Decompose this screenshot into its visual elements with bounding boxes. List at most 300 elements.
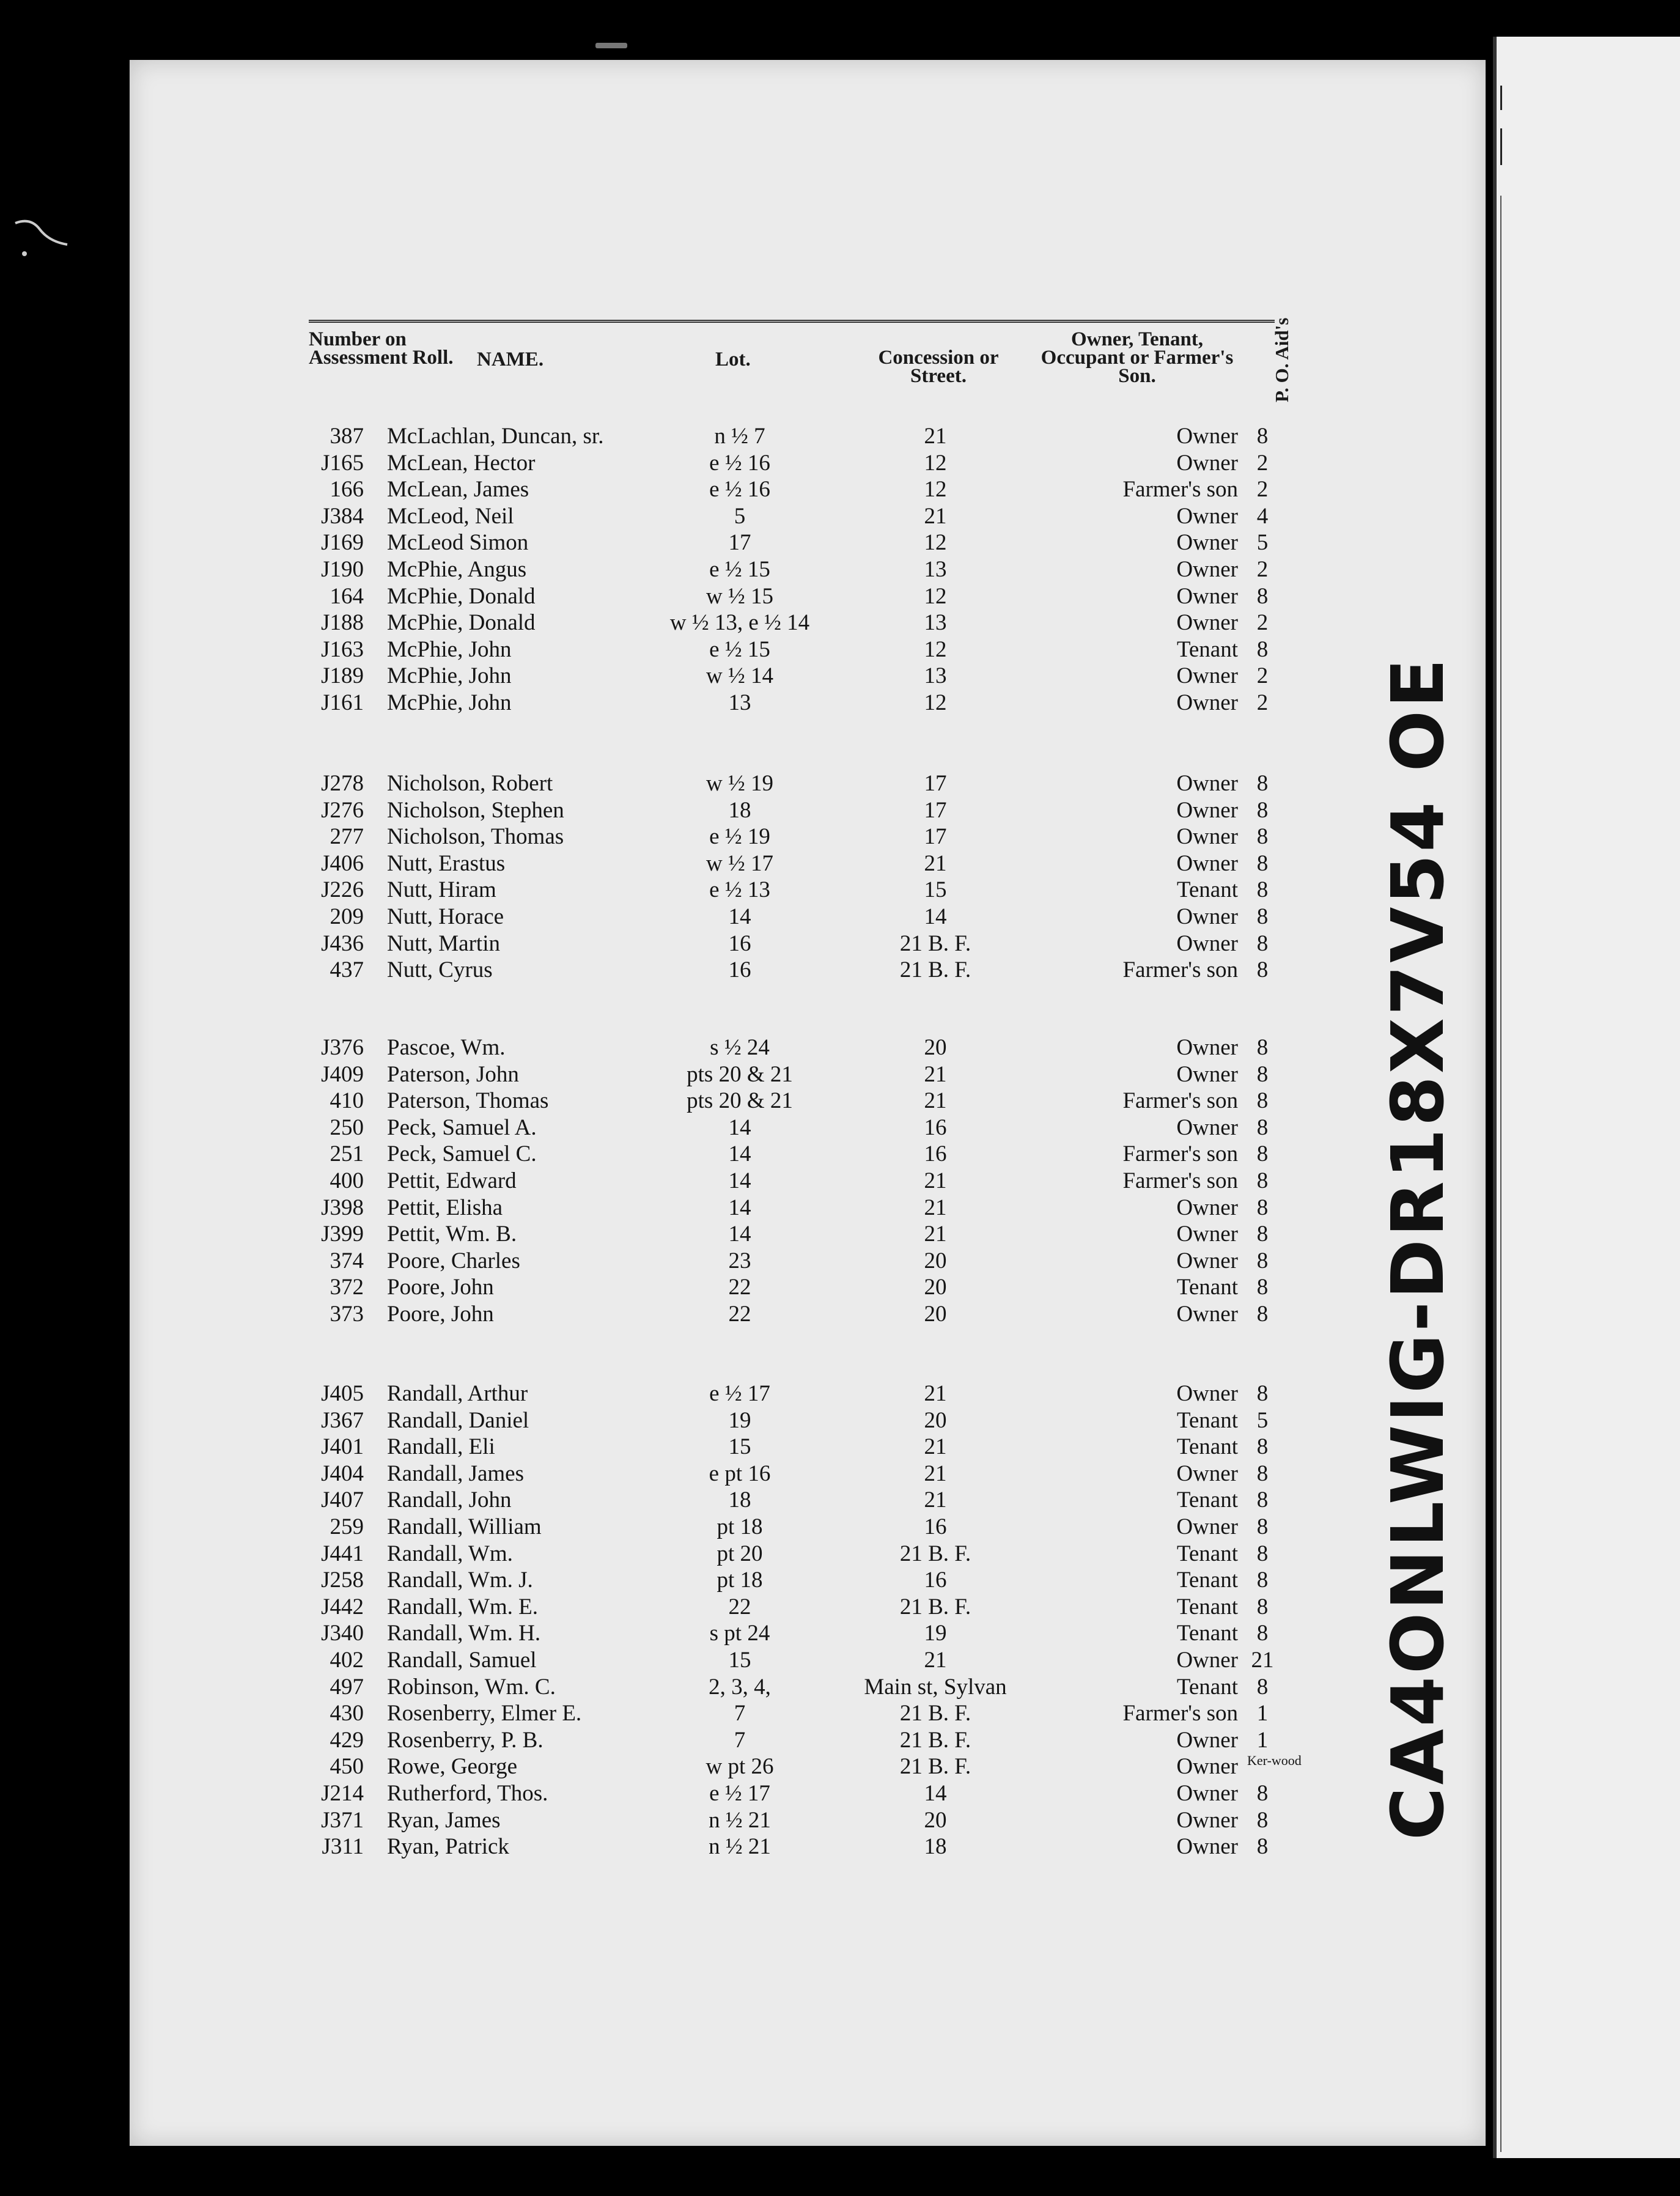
header-roll: Number on Assessment Roll. bbox=[309, 328, 454, 369]
lot-cell: 16 bbox=[728, 930, 751, 956]
roll-number: 166 bbox=[330, 477, 364, 503]
roll-number: 250 bbox=[330, 1115, 364, 1140]
status-cell: Owner bbox=[1176, 690, 1238, 715]
po-cell: 8 bbox=[1256, 877, 1269, 903]
roll-number: 372 bbox=[330, 1275, 364, 1300]
name-cell: Randall, Daniel bbox=[387, 1407, 529, 1433]
po-cell: 8 bbox=[1256, 1381, 1269, 1406]
status-cell: Owner bbox=[1176, 1381, 1238, 1406]
roll-number: 410 bbox=[330, 1088, 364, 1114]
status-cell: Owner bbox=[1176, 610, 1238, 636]
lot-cell: n ½ 7 bbox=[714, 424, 765, 449]
name-cell: Nicholson, Thomas bbox=[387, 824, 564, 850]
roll-number: J165 bbox=[321, 450, 364, 476]
concession-cell: 13 bbox=[924, 610, 947, 636]
concession-cell: 20 bbox=[924, 1248, 947, 1273]
concession-cell: 21 B. F. bbox=[899, 1541, 971, 1566]
roll-number: 497 bbox=[330, 1674, 364, 1700]
edge-dash bbox=[1500, 128, 1502, 165]
roll-number: 430 bbox=[330, 1701, 364, 1726]
name-cell: Randall, Wm. H. bbox=[387, 1621, 541, 1646]
po-cell: 2 bbox=[1256, 450, 1269, 476]
name-cell: Nutt, Cyrus bbox=[387, 957, 493, 983]
concession-cell: 20 bbox=[924, 1035, 947, 1060]
header-name: NAME. bbox=[477, 348, 544, 370]
roll-number: J409 bbox=[321, 1061, 364, 1087]
concession-cell: 21 bbox=[924, 1061, 947, 1087]
name-cell: Poore, John bbox=[387, 1275, 494, 1300]
lot-cell: 14 bbox=[728, 1115, 751, 1140]
po-cell: 8 bbox=[1256, 1621, 1269, 1646]
po-cell: 8 bbox=[1256, 1514, 1269, 1539]
status-cell: Tenant bbox=[1176, 636, 1238, 662]
concession-cell: 21 bbox=[924, 1434, 947, 1460]
name-cell: McPhie, John bbox=[387, 690, 512, 715]
lot-cell: 14 bbox=[728, 1141, 751, 1167]
po-cell: 5 bbox=[1256, 1407, 1269, 1433]
name-cell: Randall, Arthur bbox=[387, 1381, 528, 1406]
roll-number: J340 bbox=[321, 1621, 364, 1646]
roll-number: J163 bbox=[321, 636, 364, 662]
lot-cell: e ½ 17 bbox=[709, 1781, 770, 1806]
lot-cell: w ½ 19 bbox=[706, 771, 773, 796]
concession-cell: 21 B. F. bbox=[899, 1727, 971, 1753]
name-cell: Randall, Wm. J. bbox=[387, 1568, 533, 1593]
lot-cell: 22 bbox=[728, 1302, 751, 1327]
po-cell: 8 bbox=[1256, 1221, 1269, 1247]
status-cell: Tenant bbox=[1176, 1434, 1238, 1460]
status-cell: Owner bbox=[1176, 530, 1238, 556]
name-cell: Pettit, Wm. B. bbox=[387, 1221, 517, 1247]
concession-cell: 21 bbox=[924, 1221, 947, 1247]
lot-cell: e ½ 15 bbox=[709, 636, 770, 662]
lot-cell: 22 bbox=[728, 1594, 751, 1619]
handwritten-microfilm-id: CA4ONLWIG-DR18X7V54 OE bbox=[1376, 656, 1460, 1840]
name-cell: Ryan, Patrick bbox=[387, 1834, 509, 1860]
name-cell: Randall, James bbox=[387, 1461, 525, 1486]
concession-cell: 20 bbox=[924, 1807, 947, 1833]
concession-cell: 12 bbox=[924, 450, 947, 476]
lot-cell: w ½ 14 bbox=[706, 663, 773, 689]
concession-cell: 21 B. F. bbox=[899, 930, 971, 956]
name-cell: Rowe, George bbox=[387, 1754, 518, 1780]
po-cell: 8 bbox=[1256, 1807, 1269, 1833]
status-cell: Farmer's son bbox=[1122, 1141, 1238, 1167]
roll-number: J399 bbox=[321, 1221, 364, 1247]
name-cell: Pettit, Elisha bbox=[387, 1195, 503, 1220]
status-cell: Tenant bbox=[1176, 1621, 1238, 1646]
status-cell: Owner bbox=[1176, 1754, 1238, 1780]
roll-number: 437 bbox=[330, 957, 364, 983]
status-cell: Tenant bbox=[1176, 1275, 1238, 1300]
name-cell: McPhie, Angus bbox=[387, 557, 527, 582]
name-cell: Randall, William bbox=[387, 1514, 542, 1539]
lot-cell: 15 bbox=[728, 1434, 751, 1460]
roll-number: J371 bbox=[321, 1807, 364, 1833]
lot-cell: e ½ 16 bbox=[709, 450, 770, 476]
name-cell: Pascoe, Wm. bbox=[387, 1035, 506, 1060]
status-cell: Tenant bbox=[1176, 1541, 1238, 1566]
roll-number: J398 bbox=[321, 1195, 364, 1220]
po-cell: 8 bbox=[1256, 636, 1269, 662]
status-cell: Owner bbox=[1176, 1727, 1238, 1753]
po-cell: 2 bbox=[1256, 557, 1269, 582]
concession-cell: 21 B. F. bbox=[899, 1701, 971, 1726]
concession-cell: 16 bbox=[924, 1568, 947, 1593]
concession-cell: 17 bbox=[924, 771, 947, 796]
lot-cell: 14 bbox=[728, 904, 751, 929]
roll-number: 374 bbox=[330, 1248, 364, 1273]
status-cell: Owner bbox=[1176, 1648, 1238, 1673]
name-cell: McLean, James bbox=[387, 477, 529, 503]
lot-cell: 14 bbox=[728, 1168, 751, 1193]
status-cell: Tenant bbox=[1176, 1594, 1238, 1619]
roll-number: J376 bbox=[321, 1035, 364, 1060]
roll-number: J384 bbox=[321, 503, 364, 529]
concession-cell: 20 bbox=[924, 1275, 947, 1300]
name-cell: Randall, Samuel bbox=[387, 1648, 537, 1673]
name-cell: Poore, Charles bbox=[387, 1248, 520, 1273]
po-cell: 8 bbox=[1256, 1302, 1269, 1327]
lot-cell: e pt 16 bbox=[709, 1461, 771, 1486]
status-cell: Owner bbox=[1176, 424, 1238, 449]
roll-number: J214 bbox=[321, 1781, 364, 1806]
roll-number: 450 bbox=[330, 1754, 364, 1780]
po-cell: 8 bbox=[1256, 824, 1269, 850]
roll-number: J442 bbox=[321, 1594, 364, 1619]
roll-number: J405 bbox=[321, 1381, 364, 1406]
roll-number: J161 bbox=[321, 690, 364, 715]
lot-cell: pt 18 bbox=[717, 1568, 763, 1593]
lot-cell: s pt 24 bbox=[709, 1621, 770, 1646]
status-cell: Farmer's son bbox=[1122, 477, 1238, 503]
concession-cell: 12 bbox=[924, 583, 947, 609]
lot-cell: 18 bbox=[728, 1487, 751, 1513]
roll-number: J406 bbox=[321, 850, 364, 876]
roll-number: 251 bbox=[330, 1141, 364, 1167]
po-cell: Ker-wood bbox=[1247, 1753, 1302, 1769]
concession-cell: 19 bbox=[924, 1621, 947, 1646]
roll-number: J441 bbox=[321, 1541, 364, 1566]
status-cell: Farmer's son bbox=[1122, 1088, 1238, 1114]
concession-cell: 14 bbox=[924, 1781, 947, 1806]
lot-cell: 7 bbox=[734, 1727, 746, 1753]
status-cell: Owner bbox=[1176, 1115, 1238, 1140]
status-cell: Owner bbox=[1176, 930, 1238, 956]
status-cell: Tenant bbox=[1176, 877, 1238, 903]
status-cell: Owner bbox=[1176, 904, 1238, 929]
name-cell: Paterson, Thomas bbox=[387, 1088, 549, 1114]
name-cell: McLeod, Neil bbox=[387, 503, 514, 529]
po-cell: 8 bbox=[1256, 1035, 1269, 1060]
po-cell: 8 bbox=[1256, 583, 1269, 609]
lot-cell: 14 bbox=[728, 1221, 751, 1247]
scan-edge-mark bbox=[595, 43, 627, 48]
po-cell: 8 bbox=[1256, 904, 1269, 929]
lot-cell: 15 bbox=[728, 1648, 751, 1673]
lot-cell: s ½ 24 bbox=[710, 1035, 770, 1060]
roll-number: 209 bbox=[330, 904, 364, 929]
lot-cell: n ½ 21 bbox=[709, 1834, 771, 1860]
status-cell: Owner bbox=[1176, 583, 1238, 609]
name-cell: Rosenberry, P. B. bbox=[387, 1727, 543, 1753]
po-cell: 8 bbox=[1256, 1088, 1269, 1114]
lot-cell: w ½ 13, e ½ 14 bbox=[669, 610, 810, 636]
roll-number: 402 bbox=[330, 1648, 364, 1673]
concession-cell: 21 bbox=[924, 1195, 947, 1220]
lot-cell: 7 bbox=[734, 1701, 746, 1726]
lot-cell: w pt 26 bbox=[706, 1754, 774, 1780]
adjacent-page-strip bbox=[1493, 37, 1680, 2158]
name-cell: Nicholson, Stephen bbox=[387, 797, 564, 823]
concession-cell: 20 bbox=[924, 1407, 947, 1433]
po-cell: 2 bbox=[1256, 690, 1269, 715]
po-cell: 8 bbox=[1256, 1115, 1269, 1140]
status-cell: Farmer's son bbox=[1122, 1701, 1238, 1726]
lot-cell: n ½ 21 bbox=[709, 1807, 771, 1833]
po-cell: 8 bbox=[1256, 1248, 1269, 1273]
concession-cell: 15 bbox=[924, 877, 947, 903]
lot-cell: e ½ 19 bbox=[709, 824, 770, 850]
status-cell: Owner bbox=[1176, 1781, 1238, 1806]
po-cell: 8 bbox=[1256, 850, 1269, 876]
name-cell: Nutt, Martin bbox=[387, 930, 500, 956]
po-cell: 8 bbox=[1256, 1061, 1269, 1087]
status-cell: Owner bbox=[1176, 1461, 1238, 1486]
header-concession: Concession or Street. bbox=[878, 347, 999, 387]
status-cell: Owner bbox=[1176, 1514, 1238, 1539]
po-cell: 8 bbox=[1256, 797, 1269, 823]
header-lot: Lot. bbox=[715, 348, 751, 370]
roll-number: J190 bbox=[321, 557, 364, 582]
scan-speck-mark bbox=[12, 217, 79, 263]
po-cell: 8 bbox=[1256, 1487, 1269, 1513]
roll-number: 387 bbox=[330, 424, 364, 449]
roll-number: J276 bbox=[321, 797, 364, 823]
po-cell: 8 bbox=[1256, 1141, 1269, 1167]
lot-cell: pts 20 & 21 bbox=[687, 1088, 793, 1114]
lot-cell: w ½ 15 bbox=[706, 583, 773, 609]
po-cell: 8 bbox=[1256, 1834, 1269, 1860]
name-cell: Randall, Wm. bbox=[387, 1541, 513, 1566]
po-cell: 8 bbox=[1256, 930, 1269, 956]
po-cell: 1 bbox=[1256, 1701, 1269, 1726]
name-cell: Randall, Eli bbox=[387, 1434, 495, 1460]
po-cell: 5 bbox=[1256, 530, 1269, 556]
concession-cell: 21 bbox=[924, 1648, 947, 1673]
concession-cell: 14 bbox=[924, 904, 947, 929]
status-cell: Owner bbox=[1176, 1807, 1238, 1833]
status-cell: Owner bbox=[1176, 797, 1238, 823]
roll-number: 259 bbox=[330, 1514, 364, 1539]
status-cell: Owner bbox=[1176, 1302, 1238, 1327]
name-cell: Nicholson, Robert bbox=[387, 771, 553, 796]
concession-cell: 20 bbox=[924, 1302, 947, 1327]
concession-cell: 21 B. F. bbox=[899, 1754, 971, 1780]
edge-line bbox=[1500, 196, 1501, 2152]
po-cell: 8 bbox=[1256, 1781, 1269, 1806]
po-cell: 1 bbox=[1256, 1727, 1269, 1753]
roll-number: J169 bbox=[321, 530, 364, 556]
status-cell: Owner bbox=[1176, 663, 1238, 689]
roll-number: J278 bbox=[321, 771, 364, 796]
po-cell: 4 bbox=[1256, 503, 1269, 529]
name-cell: Nutt, Erastus bbox=[387, 850, 506, 876]
status-cell: Owner bbox=[1176, 1248, 1238, 1273]
status-cell: Owner bbox=[1176, 771, 1238, 796]
lot-cell: pt 18 bbox=[717, 1514, 763, 1539]
concession-cell: 12 bbox=[924, 477, 947, 503]
lot-cell: 16 bbox=[728, 957, 751, 983]
lot-cell: w ½ 17 bbox=[706, 850, 773, 876]
lot-cell: e ½ 16 bbox=[709, 477, 770, 503]
po-cell: 8 bbox=[1256, 1568, 1269, 1593]
roll-number: J311 bbox=[322, 1834, 364, 1860]
po-cell: 2 bbox=[1256, 477, 1269, 503]
name-cell: Rutherford, Thos. bbox=[387, 1781, 548, 1806]
status-cell: Owner bbox=[1176, 503, 1238, 529]
lot-cell: e ½ 17 bbox=[709, 1381, 770, 1406]
roll-number: J226 bbox=[321, 877, 364, 903]
lot-cell: 17 bbox=[728, 530, 751, 556]
status-cell: Owner bbox=[1176, 450, 1238, 476]
concession-cell: 21 B. F. bbox=[899, 957, 971, 983]
concession-cell: 13 bbox=[924, 663, 947, 689]
roll-number: J404 bbox=[321, 1461, 364, 1486]
concession-cell: 21 bbox=[924, 1168, 947, 1193]
po-cell: 8 bbox=[1256, 424, 1269, 449]
name-cell: McPhie, Donald bbox=[387, 610, 536, 636]
po-cell: 2 bbox=[1256, 663, 1269, 689]
name-cell: McLean, Hector bbox=[387, 450, 536, 476]
lot-cell: 14 bbox=[728, 1195, 751, 1220]
concession-cell: 13 bbox=[924, 557, 947, 582]
concession-cell: 21 bbox=[924, 1487, 947, 1513]
concession-cell: 12 bbox=[924, 636, 947, 662]
register-page bbox=[130, 60, 1486, 2146]
status-cell: Owner bbox=[1176, 850, 1238, 876]
status-cell: Tenant bbox=[1176, 1674, 1238, 1700]
lot-cell: e ½ 15 bbox=[709, 557, 770, 582]
roll-number: 429 bbox=[330, 1727, 364, 1753]
status-cell: Tenant bbox=[1176, 1407, 1238, 1433]
lot-cell: 2, 3, 4, bbox=[709, 1674, 771, 1700]
po-cell: 8 bbox=[1256, 1434, 1269, 1460]
header-rule bbox=[309, 320, 1275, 323]
status-cell: Owner bbox=[1176, 1035, 1238, 1060]
lot-cell: 13 bbox=[728, 690, 751, 715]
concession-cell: 18 bbox=[924, 1834, 947, 1860]
name-cell: McLachlan, Duncan, sr. bbox=[387, 424, 604, 449]
name-cell: Poore, John bbox=[387, 1302, 494, 1327]
status-cell: Owner bbox=[1176, 1221, 1238, 1247]
status-cell: Owner bbox=[1176, 824, 1238, 850]
name-cell: Randall, John bbox=[387, 1487, 512, 1513]
roll-number: J189 bbox=[321, 663, 364, 689]
lot-cell: 23 bbox=[728, 1248, 751, 1273]
roll-number: J258 bbox=[321, 1568, 364, 1593]
roll-number: 277 bbox=[330, 824, 364, 850]
concession-cell: 16 bbox=[924, 1514, 947, 1539]
po-cell: 21 bbox=[1251, 1648, 1274, 1673]
header-owner-status: Owner, Tenant, Occupant or Farmer's Son. bbox=[1041, 328, 1234, 387]
po-cell: 8 bbox=[1256, 1541, 1269, 1566]
roll-number: 400 bbox=[330, 1168, 364, 1193]
name-cell: Peck, Samuel A. bbox=[387, 1115, 537, 1140]
name-cell: Robinson, Wm. C. bbox=[387, 1674, 556, 1700]
po-cell: 8 bbox=[1256, 957, 1269, 983]
header-po: P. O. Aid's bbox=[1271, 317, 1292, 402]
concession-cell: Main st, Sylvan bbox=[864, 1674, 1007, 1700]
po-cell: 8 bbox=[1256, 1594, 1269, 1619]
lot-cell: 5 bbox=[734, 503, 746, 529]
status-cell: Tenant bbox=[1176, 1568, 1238, 1593]
status-cell: Owner bbox=[1176, 1195, 1238, 1220]
po-cell: 8 bbox=[1256, 1168, 1269, 1193]
roll-number: 373 bbox=[330, 1302, 364, 1327]
concession-cell: 21 bbox=[924, 424, 947, 449]
concession-cell: 12 bbox=[924, 530, 947, 556]
status-cell: Farmer's son bbox=[1122, 957, 1238, 983]
concession-cell: 21 bbox=[924, 850, 947, 876]
status-cell: Tenant bbox=[1176, 1487, 1238, 1513]
lot-cell: e ½ 13 bbox=[709, 877, 770, 903]
name-cell: Pettit, Edward bbox=[387, 1168, 517, 1193]
po-cell: 2 bbox=[1256, 610, 1269, 636]
po-cell: 8 bbox=[1256, 1275, 1269, 1300]
lot-cell: 22 bbox=[728, 1275, 751, 1300]
roll-number: J367 bbox=[321, 1407, 364, 1433]
status-cell: Owner bbox=[1176, 1061, 1238, 1087]
lot-cell: pt 20 bbox=[717, 1541, 763, 1566]
name-cell: Nutt, Hiram bbox=[387, 877, 496, 903]
concession-cell: 21 bbox=[924, 503, 947, 529]
po-cell: 8 bbox=[1256, 1674, 1269, 1700]
concession-cell: 21 bbox=[924, 1461, 947, 1486]
name-cell: McPhie, John bbox=[387, 636, 512, 662]
po-cell: 8 bbox=[1256, 1461, 1269, 1486]
concession-cell: 16 bbox=[924, 1141, 947, 1167]
name-cell: Peck, Samuel C. bbox=[387, 1141, 537, 1167]
roll-number: J407 bbox=[321, 1487, 364, 1513]
concession-cell: 17 bbox=[924, 797, 947, 823]
po-cell: 8 bbox=[1256, 1195, 1269, 1220]
lot-cell: 18 bbox=[728, 797, 751, 823]
concession-cell: 16 bbox=[924, 1115, 947, 1140]
name-cell: Paterson, John bbox=[387, 1061, 519, 1087]
concession-cell: 21 bbox=[924, 1381, 947, 1406]
name-cell: Randall, Wm. E. bbox=[387, 1594, 538, 1619]
lot-cell: pts 20 & 21 bbox=[687, 1061, 793, 1087]
edge-dash bbox=[1500, 86, 1502, 110]
roll-number: 164 bbox=[330, 583, 364, 609]
po-cell: 8 bbox=[1256, 771, 1269, 796]
status-cell: Owner bbox=[1176, 557, 1238, 582]
concession-cell: 17 bbox=[924, 824, 947, 850]
name-cell: Ryan, James bbox=[387, 1807, 501, 1833]
name-cell: Nutt, Horace bbox=[387, 904, 504, 929]
status-cell: Owner bbox=[1176, 1834, 1238, 1860]
roll-number: J401 bbox=[321, 1434, 364, 1460]
name-cell: Rosenberry, Elmer E. bbox=[387, 1701, 582, 1726]
roll-number: J188 bbox=[321, 610, 364, 636]
name-cell: McLeod Simon bbox=[387, 530, 529, 556]
concession-cell: 21 bbox=[924, 1088, 947, 1114]
name-cell: McPhie, John bbox=[387, 663, 512, 689]
lot-cell: 19 bbox=[728, 1407, 751, 1433]
name-cell: McPhie, Donald bbox=[387, 583, 536, 609]
roll-number: J436 bbox=[321, 930, 364, 956]
